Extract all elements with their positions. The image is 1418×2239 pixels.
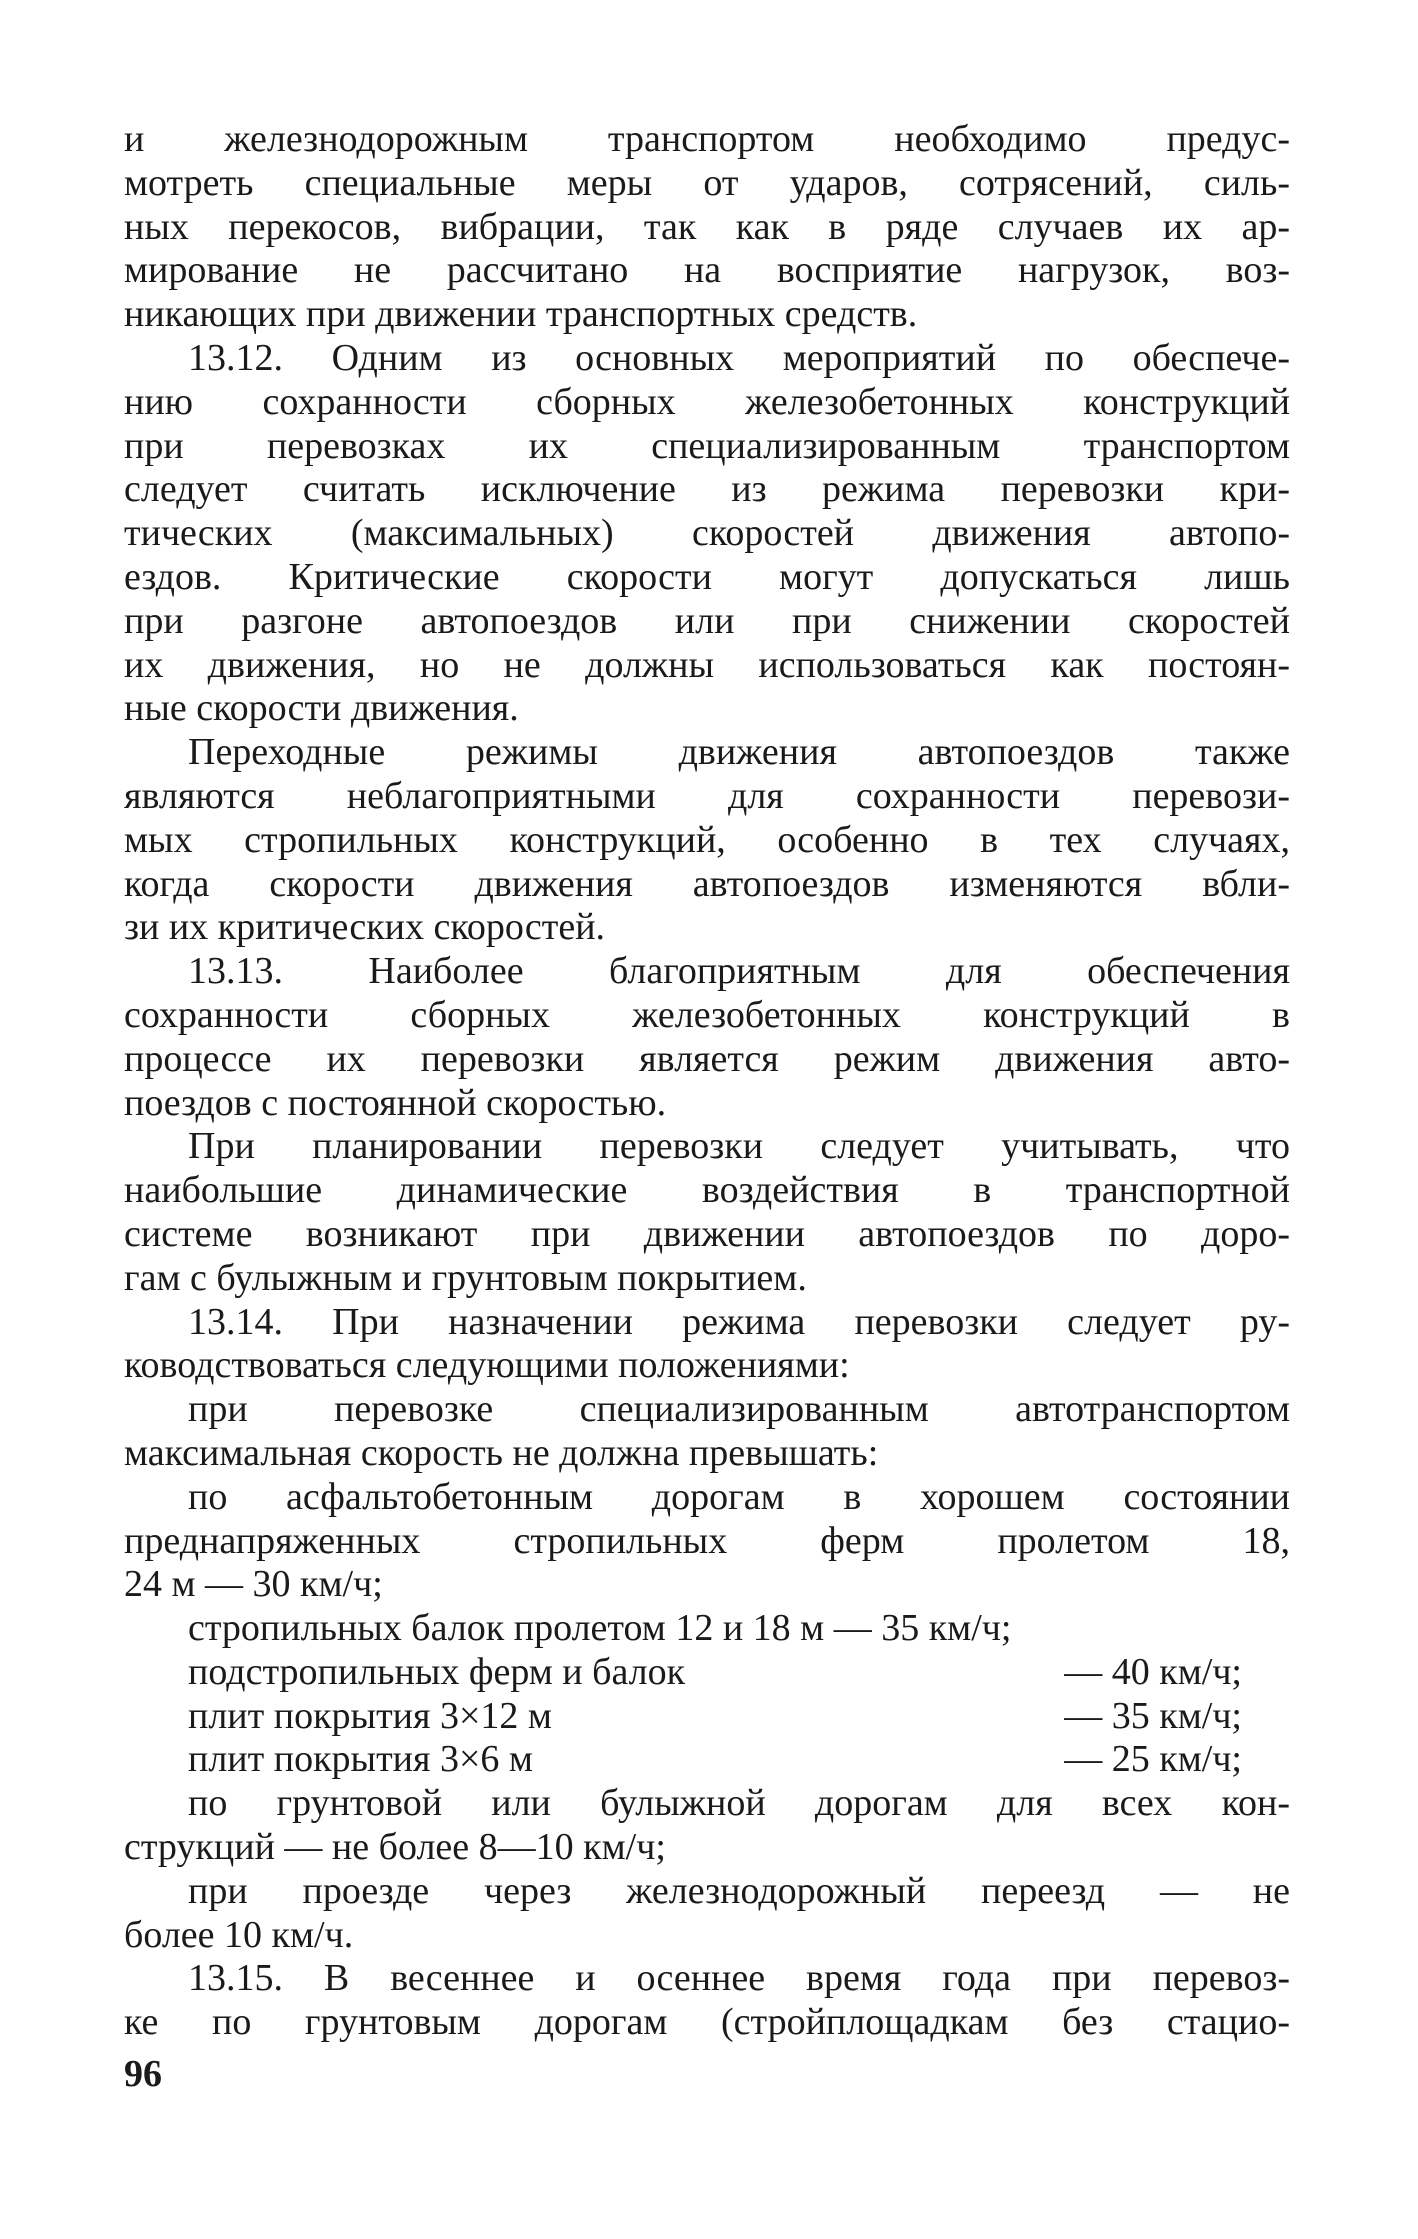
text-line: и железнодорожным транспортом необходимо предус-: [124, 118, 1290, 160]
text-line: мотреть специальные меры от ударов, сотрясений, силь-: [124, 161, 1290, 204]
text-line: мых стропильных конструкций, особенно в тех случаях,: [124, 818, 1290, 861]
text-line: 24 м — 30 км/ч;: [124, 1563, 383, 1606]
text-line: никающих при движении транспортных средств.: [124, 293, 918, 336]
text-line: сохранности сборных железобетонных конструкций в: [124, 993, 1290, 1036]
text-line: ные скорости движения.: [124, 687, 519, 730]
text-line: струкций — не более 8—10 км/ч;: [124, 1826, 666, 1869]
text-line: когда скорости движения автопоездов изменяются вбли-: [124, 862, 1290, 905]
text-line: тических (максимальных) скоростей движения автопо-: [124, 512, 1290, 555]
speed-item-label: плит покрытия 3×12 м: [188, 1694, 552, 1737]
section-13-12-start: 13.12. Одним из основных мероприятий по обеспече-: [188, 336, 1290, 379]
text-line: наибольшие динамические воздействия в транспортной: [124, 1169, 1290, 1212]
text-line: являются неблагоприятными для сохранности перевози-: [124, 774, 1290, 817]
text-line: максимальная скорость не должна превышать:: [124, 1431, 879, 1474]
text-line: зи их критических скоростей.: [124, 906, 606, 949]
paragraph-start: Переходные режимы движения автопоездов также: [188, 731, 1290, 774]
page-number: 96: [124, 2053, 162, 2095]
paragraph-start: при проезде через железнодорожный переезд — не: [188, 1869, 1290, 1912]
text-line: следует считать исключение из режима перевозки кри-: [124, 468, 1290, 511]
speed-row-slabs-3x12: [124, 1695, 1290, 1739]
text-line: при перевозках их специализированным транспортом: [124, 424, 1290, 467]
paragraph-start: При планировании перевозки следует учитывать, что: [188, 1125, 1290, 1168]
speed-item-value: — 25 км/ч;: [1064, 1738, 1242, 1781]
paragraph-start: по грунтовой или булыжной дорогам для всех кон-: [188, 1782, 1290, 1825]
text-line: ных перекосов, вибрации, так как в ряде случаев их ар-: [124, 205, 1290, 248]
speed-item-label: подстропильных ферм и балок: [188, 1650, 686, 1693]
text-line: более 10 км/ч.: [124, 1913, 354, 1956]
text-line: ководствоваться следующими положениями:: [124, 1344, 850, 1387]
speed-row-slabs-3x6: [124, 1738, 1290, 1782]
speed-item-value: — 35 км/ч;: [1064, 1694, 1242, 1737]
document-page: [124, 118, 1290, 2045]
speed-item-label: плит покрытия 3×6 м: [188, 1738, 533, 1781]
text-line: при разгоне автопоездов или при снижении скоростей: [124, 599, 1290, 642]
text-line: ездов. Критические скорости могут допускаться лишь: [124, 555, 1290, 598]
speed-row-beams: стропильных балок пролетом 12 и 18 м — 35 км/ч;: [188, 1607, 1012, 1650]
text-line: нию сохранности сборных железобетонных конструкций: [124, 380, 1290, 423]
speed-item-value: — 40 км/ч;: [1064, 1650, 1242, 1693]
text-line: процессе их перевозки является режим движения авто-: [124, 1037, 1290, 1080]
text-line: гам с булыжным и грунтовым покрытием.: [124, 1256, 807, 1299]
speed-row-trusses: [124, 1651, 1290, 1695]
section-13-13-start: 13.13. Наиболее благоприятным для обеспечения: [188, 950, 1290, 993]
section-13-14-start: 13.14. При назначении режима перевозки следует ру-: [188, 1300, 1290, 1343]
text-line: их движения, но не должны использоваться как постоян-: [124, 643, 1290, 686]
paragraph-start: при перевозке специализированным автотранспортом: [188, 1388, 1290, 1431]
text-line: преднапряженных стропильных ферм пролетом 18,: [124, 1519, 1290, 1562]
text-line: системе возникают при движении автопоездов по доро-: [124, 1212, 1290, 1255]
text-line: поездов с постоянной скоростью.: [124, 1081, 667, 1124]
text-line: ке по грунтовым дорогам (стройплощадкам без стацио-: [124, 2001, 1290, 2044]
text-line: мирование не рассчитано на восприятие нагрузок, воз-: [124, 249, 1290, 292]
paragraph-start: по асфальтобетонным дорогам в хорошем состоянии: [188, 1475, 1290, 1518]
section-13-15-start: 13.15. В весеннее и осеннее время года при перевоз-: [188, 1957, 1290, 2000]
